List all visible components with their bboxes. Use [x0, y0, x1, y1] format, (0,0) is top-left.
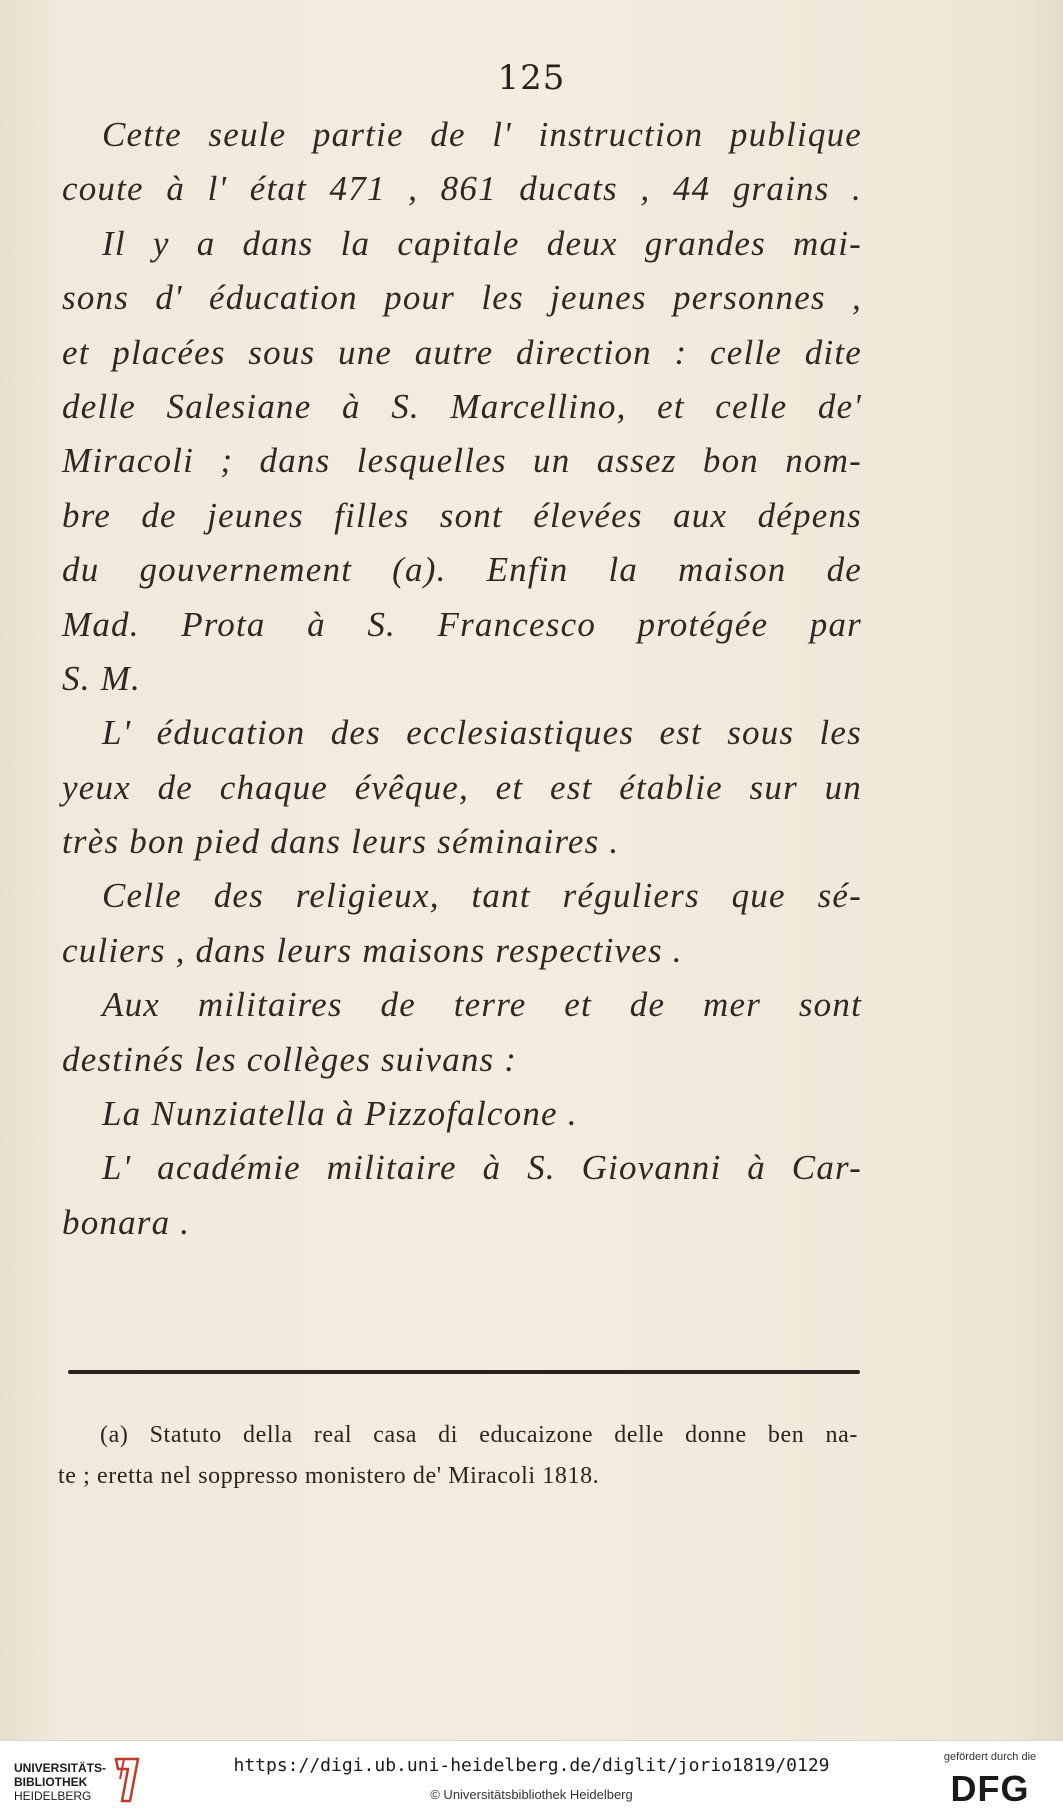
text-line: L' éducation des ecclesiastiques est sous les	[102, 713, 862, 753]
page-number: 125	[497, 58, 566, 98]
footnote	[58, 1415, 858, 1497]
footnote-line: (a) Statuto della real casa di educaizone delle donne ben na-	[100, 1422, 858, 1448]
funder-label: gefördert durch die	[943, 1751, 1037, 1763]
text-line: Mad. Prota à S. Francesco protégée par	[62, 604, 862, 644]
text-line: L' académie militaire à S. Giovanni à Car-	[102, 1148, 862, 1188]
text-line: Cette seule partie de l' instruction publique	[102, 115, 862, 154]
dfg-logo[interactable]: DFG	[950, 1768, 1030, 1809]
text-line: yeux de chaque évêque, et est établie sur un	[62, 767, 862, 807]
text-line: coute à l' état 471 , 861 ducats , 44 grains .	[62, 169, 862, 209]
text-line: du gouvernement (a). Enfin la maison de	[62, 550, 862, 590]
library-name-line1: UNIVERSITÄTS-	[14, 1761, 107, 1775]
footnote-rule	[68, 1370, 860, 1374]
library-name-line3: HEIDELBERG	[14, 1789, 92, 1803]
permalink-url[interactable]: https://digi.ub.uni-heidelberg.de/diglit/jorio1819/0129	[233, 1755, 830, 1776]
text-line: bonara .	[62, 1202, 191, 1242]
text-line: culiers , dans leurs maisons respectives .	[62, 930, 683, 970]
text-line: sons d' éducation pour les jeunes personnes ,	[62, 278, 862, 318]
text-line: La Nunziatella à Pizzofalcone .	[102, 1094, 578, 1134]
text-line: très bon pied dans leurs séminaires .	[62, 822, 620, 862]
text-line: et placées sous une autre direction : celle dite	[62, 332, 862, 372]
text-line: bre de jeunes filles sont élevées aux dépens	[62, 495, 862, 535]
body-text	[62, 108, 862, 1250]
text-line: Miracoli ; dans lesquelles un assez bon nom-	[62, 441, 862, 481]
text-line: S. M.	[62, 658, 141, 698]
footnote-line: te ; eretta nel soppresso monistero de' Miracoli 1818.	[58, 1463, 600, 1489]
text-line: Il y a dans la capitale deux grandes mai-	[102, 223, 862, 263]
text-line: delle Salesiane à S. Marcellino, et celle de'	[62, 386, 862, 426]
library-name-line2: BIBLIOTHEK	[14, 1775, 88, 1789]
text-line: Celle des religieux, tant réguliers que sé-	[102, 876, 862, 916]
copyright-notice: © Universitätsbibliothek Heidelberg	[430, 1787, 633, 1802]
viewer-footer	[0, 1740, 1063, 1816]
text-line: Aux militaires de terre et de mer sont	[102, 985, 862, 1025]
text-line: destinés les collèges suivans :	[62, 1039, 518, 1079]
